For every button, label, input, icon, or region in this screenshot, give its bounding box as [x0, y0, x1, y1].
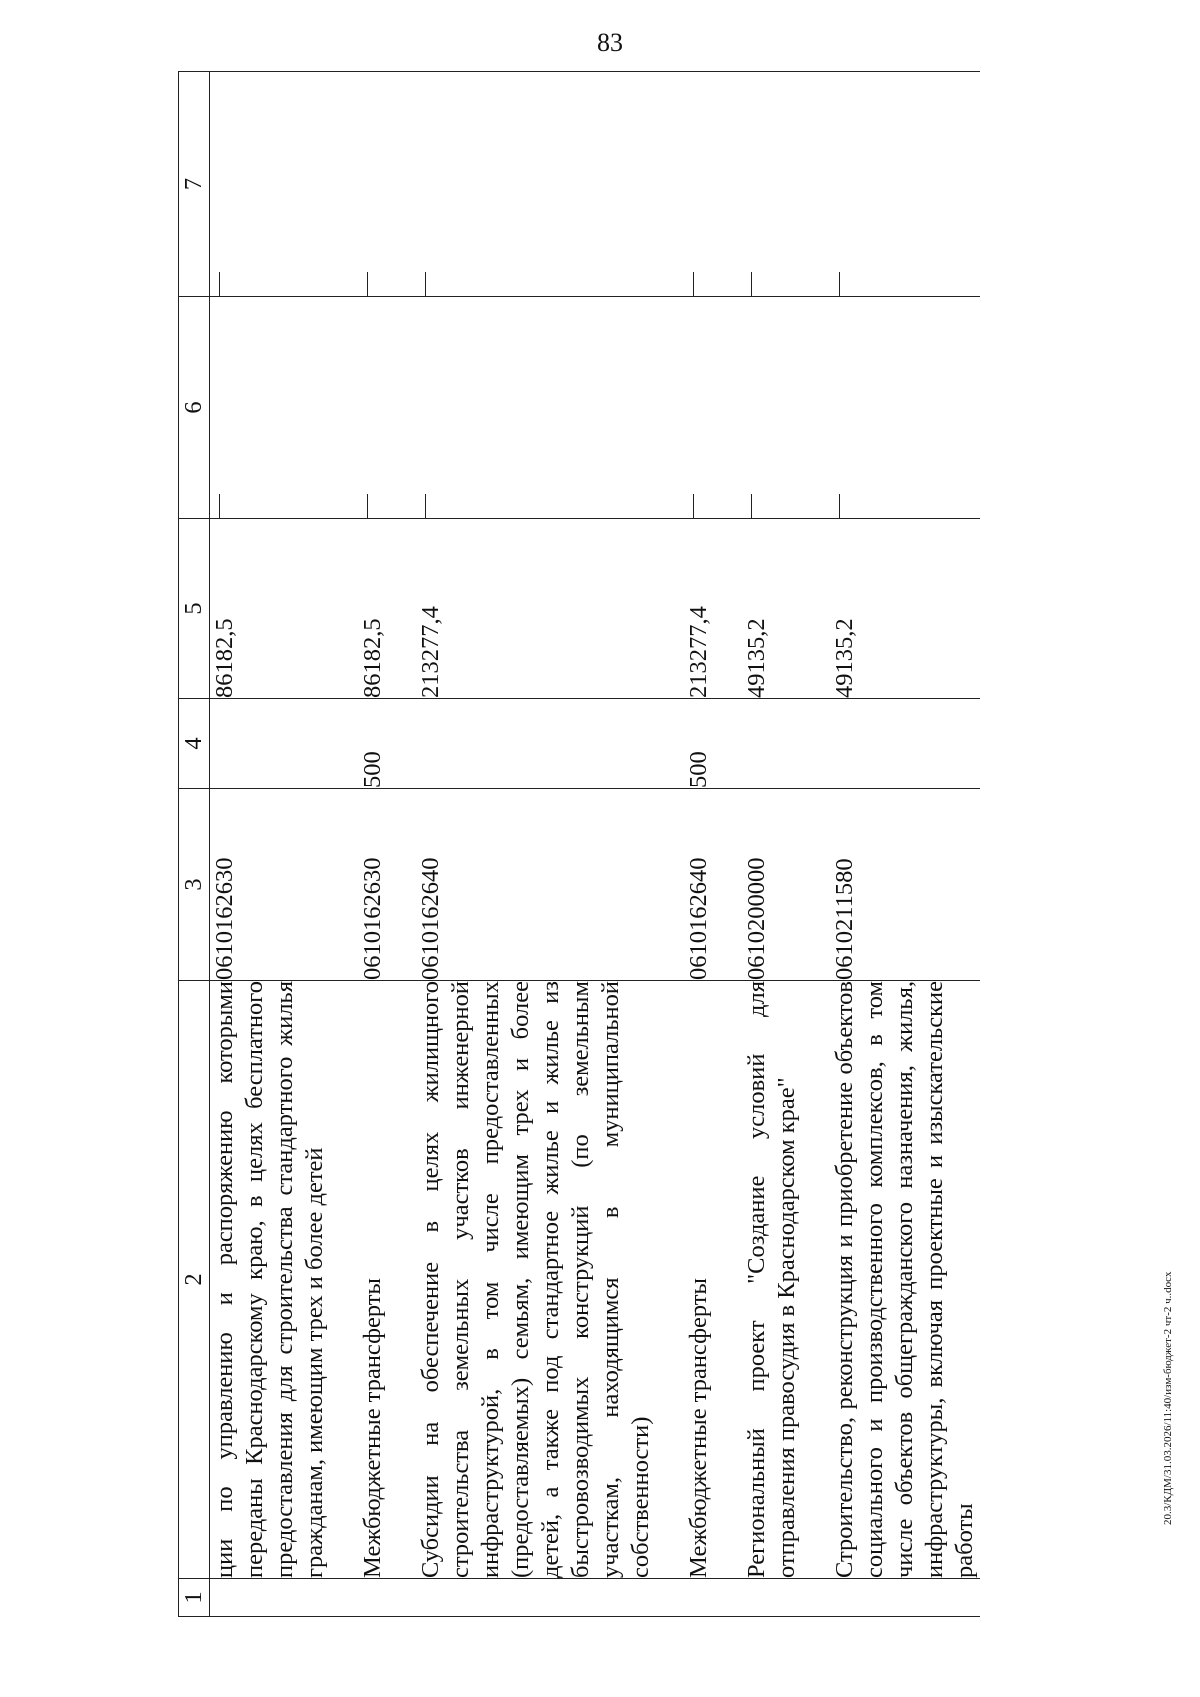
dash-mark — [693, 494, 694, 518]
cell-code: 0610162630 — [358, 789, 388, 981]
cell-col6 — [742, 297, 802, 519]
cell-index — [358, 1579, 388, 1617]
table-row — [684, 72, 714, 1617]
cell-col6 — [416, 297, 656, 519]
table-header-row — [179, 72, 210, 1617]
cell-name: Межбюджетные трансферты — [684, 981, 714, 1579]
cell-name: Строительство, реконструкция и приобретение объектов социального и производственного комплексов, в том числе объектов общегражданского назначения, жилья, инфраструктуры, включая проектные и изыскательские работы — [831, 981, 978, 1578]
dash-mark — [693, 272, 694, 296]
dash-mark — [425, 272, 426, 296]
cell-index — [210, 1579, 331, 1617]
cell-type: 500 — [358, 699, 388, 789]
dash-mark — [219, 494, 220, 518]
dash-mark — [425, 494, 426, 518]
cell-type: 500 — [684, 699, 714, 789]
document-footer: 20.3/КДМ/31.03.2026/11:40/изм-бюджет-2 чт-2 ч..docx — [1162, 1271, 1174, 1525]
cell-name: Региональный проект "Создание условий для отправления правосудия в Краснодарском крае" — [743, 981, 800, 1578]
cell-index — [830, 1579, 980, 1617]
cell-col7 — [358, 72, 388, 297]
header-col-6: 6 — [179, 297, 210, 519]
dash-mark — [839, 494, 840, 518]
cell-col7 — [210, 72, 331, 297]
cell-amount: 213277,4 — [684, 519, 714, 699]
cell-amount: 49135,2 — [830, 519, 980, 699]
dash-mark — [367, 272, 368, 296]
cell-code: 0610162630 — [210, 789, 331, 981]
table-row — [358, 72, 388, 1617]
cell-col7 — [830, 72, 980, 297]
table-row — [742, 72, 802, 1617]
cell-col7 — [742, 72, 802, 297]
cell-type — [742, 699, 802, 789]
cell-amount: 49135,2 — [742, 519, 802, 699]
table-row — [830, 72, 980, 1617]
table-row — [210, 72, 331, 1617]
header-col-4: 4 — [179, 699, 210, 789]
cell-name: Межбюджетные трансферты — [358, 981, 388, 1579]
header-col-5: 5 — [179, 519, 210, 699]
dash-mark — [219, 272, 220, 296]
cell-col6 — [358, 297, 388, 519]
cell-col6 — [210, 297, 331, 519]
header-col-1: 1 — [179, 1579, 210, 1617]
cell-code: 0610200000 — [742, 789, 802, 981]
cell-index — [416, 1579, 656, 1617]
cell-code: 0610211580 — [830, 789, 980, 981]
cell-col6 — [830, 297, 980, 519]
cell-index — [684, 1579, 714, 1617]
cell-name: ции по управлению и распоряжению которыми переданы Краснодарскому краю, в целях бесплатного предоставления для строительства стандартного жилья гражданам, имеющим трех и более детей — [211, 981, 328, 1578]
budget-table — [178, 71, 980, 1617]
dash-mark — [367, 494, 368, 518]
header-col-2: 2 — [179, 981, 210, 1579]
cell-type — [210, 699, 331, 789]
cell-amount: 213277,4 — [416, 519, 656, 699]
dash-mark — [751, 272, 752, 296]
cell-col6 — [684, 297, 714, 519]
rotated-page-content — [178, 72, 1178, 1617]
cell-code: 0610162640 — [416, 789, 656, 981]
cell-col7 — [416, 72, 656, 297]
cell-name: Субсидии на обеспечение в целях жилищного строительства земельных участков инженерной инфраструктурой, в том числе предоставленных (предоставляемых) семьям, имеющим трех и более детей, а также под стандартное жилье и жилье из быстровозводимых конструкций (по земельным участкам, находящимся в муниципальной собственности) — [417, 981, 654, 1578]
cell-code: 0610162640 — [684, 789, 714, 981]
cell-amount: 86182,5 — [210, 519, 331, 699]
cell-index — [742, 1579, 802, 1617]
page-number: 83 — [597, 28, 623, 57]
header-col-3: 3 — [179, 789, 210, 981]
cell-col7 — [684, 72, 714, 297]
cell-type — [416, 699, 656, 789]
dash-mark — [839, 272, 840, 296]
cell-type — [830, 699, 980, 789]
dash-mark — [751, 494, 752, 518]
header-col-7: 7 — [179, 72, 210, 297]
table-row — [416, 72, 656, 1617]
cell-amount: 86182,5 — [358, 519, 388, 699]
